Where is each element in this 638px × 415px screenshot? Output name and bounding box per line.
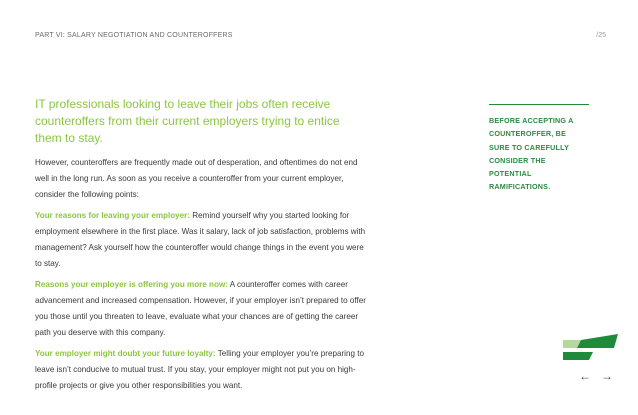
logo-bar-dark: [577, 334, 618, 348]
point-text: A counteroffer comes with career advancement and increased compensation. However, if your employer isn’t prepared to offer you those until you threaten to leave, evaluate what your chances are of getting the career path you deserve with this company.: [35, 280, 366, 337]
arrow-right-icon[interactable]: →: [601, 369, 613, 383]
brand-logo-mark: [563, 334, 618, 360]
body-paragraph: However, counteroffers are frequently made out of desperation, and oftentimes do not end well in the long run. As soon as you receive a counteroffer from your current employer, consider the following points:: [35, 158, 358, 199]
callout-quote: BEFORE ACCEPTING A COUNTEROFFER, BE SURE TO CAREFULLY CONSIDER THE POTENTIAL RAMIFICATIONS.: [489, 104, 589, 194]
point-text: Telling your employer you’re preparing to leave isn’t conducive to mutual trust. If you stay, your employer might not put you on high-profile projects or give you other responsibilities you want.: [35, 349, 364, 390]
body-text: [35, 155, 371, 394]
point-lead: Reasons your employer is offering you more now:: [35, 280, 228, 289]
page-navigation: [579, 370, 613, 382]
point-text: Remind yourself why you started looking for employment elsewhere in the first place. Was it salary, lack of job satisfaction, problems with management? Ask yourself how the counteroffer would change things in the event you were to stay.: [35, 211, 366, 268]
page-number: /25: [596, 32, 606, 39]
arrow-left-icon[interactable]: ←: [579, 369, 591, 383]
point-lead: Your reasons for leaving your employer:: [35, 211, 191, 220]
point-lead: Your employer might doubt your future loyalty:: [35, 349, 216, 358]
point-employer-offering-more: [35, 277, 371, 341]
section-header: PART VI: SALARY NEGOTIATION AND COUNTEROFFERS: [35, 32, 233, 39]
intro-heading: IT professionals looking to leave their jobs often receive counteroffers from their current employers trying to entice them to stay.: [35, 97, 340, 145]
point-reasons-leaving: [35, 208, 371, 272]
logo-bar-bottom: [563, 352, 593, 360]
point-future-loyalty: [35, 346, 371, 394]
